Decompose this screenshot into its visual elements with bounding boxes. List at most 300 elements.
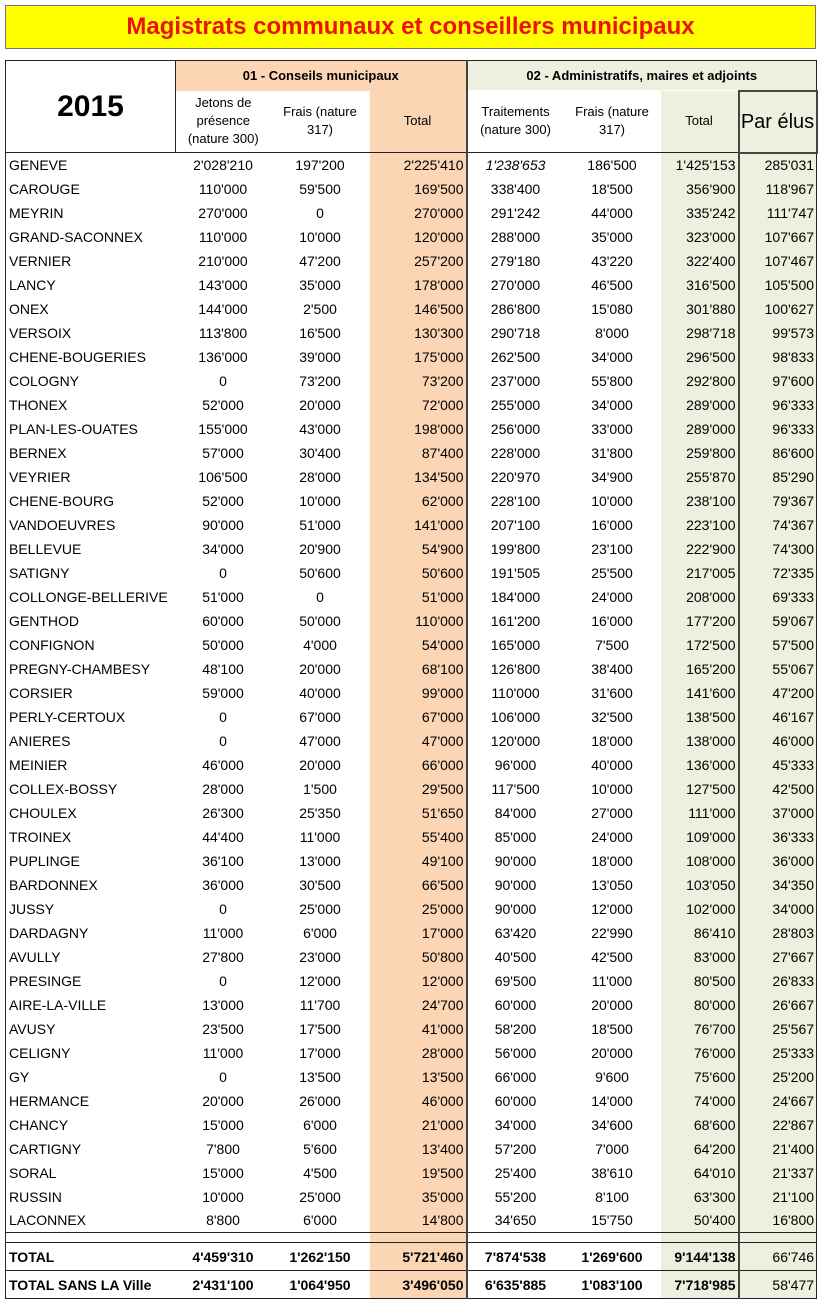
- cell-commune: HERMANCE: [6, 1089, 176, 1113]
- cell-jetons: 110'000: [198, 180, 248, 197]
- cell-frais-am: 18'000: [591, 852, 633, 869]
- cell-frais-cm: 26'000: [299, 1092, 341, 1109]
- cell-traitements: 66'000: [494, 1068, 537, 1085]
- cell-commune: CORSIER: [6, 681, 176, 705]
- cell-frais-am: 9'600: [595, 1068, 629, 1085]
- cell-jetons: 20'000: [202, 1092, 244, 1109]
- col-header-par-elus: Par élus: [739, 91, 817, 153]
- cell-jetons: 143'000: [198, 276, 248, 293]
- cell-total-cm: 24'700: [370, 993, 467, 1017]
- cell-frais-cm: 2'500: [303, 300, 337, 317]
- cell-total-am: 103'050: [661, 873, 739, 897]
- cell-frais-cm: 10'000: [299, 492, 341, 509]
- cell-total-cm: 72'000: [370, 393, 467, 417]
- cell-jetons: 26'300: [202, 804, 244, 821]
- cell-traitements: 161'200: [490, 612, 541, 629]
- cell-total-am: 296'500: [661, 345, 739, 369]
- cell-par-elus: 34'000: [739, 897, 817, 921]
- cell-jetons: 48'100: [202, 660, 244, 677]
- cell-par-elus: 57'500: [739, 633, 817, 657]
- cell-total-am: 76'000: [661, 1041, 739, 1065]
- cell-traitements: 40'500: [494, 948, 537, 965]
- cell-jetons: 36'000: [202, 876, 244, 893]
- cell-par-elus: 16'800: [739, 1209, 817, 1233]
- cell-total-am: 259'800: [661, 441, 739, 465]
- table-row: [6, 153, 817, 177]
- cell-total-am: 64'200: [661, 1137, 739, 1161]
- cell-frais-am: 42'500: [591, 948, 633, 965]
- cell-commune: LANCY: [6, 273, 176, 297]
- cell-commune: VERNIER: [6, 249, 176, 273]
- cell-commune: BERNEX: [6, 441, 176, 465]
- cell-commune: VERSOIX: [6, 321, 176, 345]
- cell-par-elus: 28'803: [739, 921, 817, 945]
- cell-total-cm: 120'000: [370, 225, 467, 249]
- cell-jetons: 60'000: [202, 612, 244, 629]
- cell-frais-cm: 47'000: [299, 732, 341, 749]
- cell-jetons: 0: [219, 708, 227, 725]
- cell-commune: ANIERES: [6, 729, 176, 753]
- cell-jetons: 144'000: [198, 300, 248, 317]
- cell-par-elus: 37'000: [739, 801, 817, 825]
- cell-commune: PLAN-LES-OUATES: [6, 417, 176, 441]
- cell-frais-am: 7'500: [595, 636, 629, 653]
- cell-traitements: 58'200: [494, 1020, 537, 1037]
- cell-frais-am: 18'500: [591, 180, 633, 197]
- table-row: [6, 489, 817, 513]
- cell-total-cm: 146'500: [370, 297, 467, 321]
- cell-commune: BELLEVUE: [6, 537, 176, 561]
- cell-frais-am: 18'000: [591, 732, 633, 749]
- cell-frais-cm: 28'000: [299, 468, 341, 485]
- cell-traitements: 199'800: [490, 540, 541, 557]
- cell-frais-cm: 25'000: [299, 900, 341, 917]
- cell-frais-am: 38'400: [591, 660, 633, 677]
- cell-traitements: 279'180: [490, 252, 541, 269]
- cell-frais-cm: 16'500: [299, 324, 341, 341]
- cell-frais-cm: 40'000: [299, 684, 341, 701]
- cell-commune: MEINIER: [6, 753, 176, 777]
- cell-jetons: 8'800: [176, 1209, 271, 1233]
- cell-jetons: 23'500: [202, 1020, 244, 1037]
- col-header-total-cm: Total: [370, 91, 467, 153]
- table-row: [6, 1089, 817, 1113]
- cell-commune: CARTIGNY: [6, 1137, 176, 1161]
- cell-jetons: 270'000: [198, 204, 248, 221]
- cell-total-am: 141'600: [661, 681, 739, 705]
- col-header-traitements: Traitements (nature 300): [467, 91, 564, 153]
- cell-traitements: 56'000: [494, 1044, 537, 1061]
- table-row: [6, 513, 817, 537]
- cell-par-elus: 45'333: [739, 753, 817, 777]
- cell-frais-cm: 47'200: [299, 252, 341, 269]
- cell-jetons: 2'028'210: [193, 156, 253, 173]
- table-row: [6, 585, 817, 609]
- cell-total-am: 75'600: [661, 1065, 739, 1089]
- cell-commune: GENTHOD: [6, 609, 176, 633]
- cell-frais-cm: 20'900: [299, 540, 341, 557]
- cell-total-cm: 134'500: [370, 465, 467, 489]
- cell-total-am: 356'900: [661, 177, 739, 201]
- spacer-cell: [6, 1233, 176, 1243]
- cell-commune: CELIGNY: [6, 1041, 176, 1065]
- cell-par-elus: 58'477: [739, 1271, 817, 1299]
- cell-total-cm: 13'400: [370, 1137, 467, 1161]
- group-header-admin: 02 - Administratifs, maires et adjoints: [467, 61, 817, 91]
- cell-total-cm: 41'000: [370, 1017, 467, 1041]
- cell-total-cm: 130'300: [370, 321, 467, 345]
- table-row: [6, 417, 817, 441]
- cell-commune: THONEX: [6, 393, 176, 417]
- table-row: [6, 849, 817, 873]
- cell-total-cm: 99'000: [370, 681, 467, 705]
- cell-traitements: 69'500: [494, 972, 537, 989]
- cell-total-cm: 49'100: [370, 849, 467, 873]
- cell-jetons: 15'000: [202, 1164, 244, 1181]
- table-row: [6, 633, 817, 657]
- cell-jetons: 51'000: [202, 588, 244, 605]
- table-row: [6, 609, 817, 633]
- table-row: [6, 945, 817, 969]
- cell-commune: CAROUGE: [6, 177, 176, 201]
- cell-par-elus: 21'100: [739, 1185, 817, 1209]
- cell-total-am: 172'500: [661, 633, 739, 657]
- cell-jetons: 0: [219, 1068, 227, 1085]
- cell-commune: PERLY-CERTOUX: [6, 705, 176, 729]
- cell-frais-am: 15'750: [564, 1209, 661, 1233]
- cell-total-cm: 67'000: [370, 705, 467, 729]
- table-row: [6, 705, 817, 729]
- cell-commune: TOTAL: [6, 1243, 176, 1271]
- table-row: [6, 249, 817, 273]
- spacer-row: [6, 1233, 817, 1243]
- cell-frais-cm: 12'000: [299, 972, 341, 989]
- cell-frais-cm: 30'500: [299, 876, 341, 893]
- cell-traitements: 34'000: [494, 1116, 537, 1133]
- cell-total-am: 108'000: [661, 849, 739, 873]
- cell-traitements: 256'000: [490, 420, 541, 437]
- cell-traitements: 84'000: [494, 804, 537, 821]
- cell-frais-am: 55'800: [591, 372, 633, 389]
- cell-commune: CHENE-BOUGERIES: [6, 345, 176, 369]
- cell-par-elus: 85'290: [739, 465, 817, 489]
- spacer-cell: [271, 1233, 370, 1243]
- cell-frais-am: 20'000: [591, 996, 633, 1013]
- cell-commune: AVUSY: [6, 1017, 176, 1041]
- cell-total-am: 335'242: [661, 201, 739, 225]
- cell-total-cm: 51'000: [370, 585, 467, 609]
- cell-par-elus: 25'567: [739, 1017, 817, 1041]
- cell-frais-cm: 11'000: [299, 828, 341, 845]
- cell-total-am: 301'880: [661, 297, 739, 321]
- cell-total-cm: 54'000: [370, 633, 467, 657]
- cell-frais-am: 34'600: [591, 1116, 633, 1133]
- cell-frais-am: 33'000: [591, 420, 633, 437]
- cell-total-am: 217'005: [661, 561, 739, 585]
- table-row: [6, 1185, 817, 1209]
- cell-traitements: 85'000: [494, 828, 537, 845]
- cell-frais-am: 12'000: [591, 900, 633, 917]
- cell-total-am: 238'100: [661, 489, 739, 513]
- cell-par-elus: 27'667: [739, 945, 817, 969]
- table-row: [6, 657, 817, 681]
- cell-total-cm: 13'500: [370, 1065, 467, 1089]
- cell-total-am: 68'600: [661, 1113, 739, 1137]
- cell-frais-cm: 0: [316, 588, 324, 605]
- cell-jetons: 15'000: [202, 1116, 244, 1133]
- cell-commune: RUSSIN: [6, 1185, 176, 1209]
- cell-frais-am: 20'000: [591, 1044, 633, 1061]
- cell-par-elus: 107'667: [739, 225, 817, 249]
- cell-total-am: 76'700: [661, 1017, 739, 1041]
- cell-total-cm: 5'721'460: [370, 1243, 467, 1271]
- cell-commune: AIRE-LA-VILLE: [6, 993, 176, 1017]
- cell-par-elus: 26'833: [739, 969, 817, 993]
- cell-total-am: 138'000: [661, 729, 739, 753]
- cell-frais-am: 22'990: [591, 924, 633, 941]
- cell-par-elus: 55'067: [739, 657, 817, 681]
- cell-commune: GRAND-SACONNEX: [6, 225, 176, 249]
- cell-par-elus: 100'627: [739, 297, 817, 321]
- cell-jetons: 7'800: [206, 1140, 240, 1157]
- cell-par-elus: 25'200: [739, 1065, 817, 1089]
- cell-frais-cm: 39'000: [299, 348, 341, 365]
- cell-commune: PREGNY-CHAMBESY: [6, 657, 176, 681]
- cell-par-elus: 99'573: [739, 321, 817, 345]
- cell-total-cm: 51'650: [370, 801, 467, 825]
- cell-total-am: 322'400: [661, 249, 739, 273]
- cell-total-cm: 68'100: [370, 657, 467, 681]
- table-row: [6, 1209, 817, 1233]
- table-row: [6, 177, 817, 201]
- cell-traitements: 63'420: [494, 924, 537, 941]
- cell-jetons: 0: [219, 900, 227, 917]
- cell-par-elus: 36'333: [739, 825, 817, 849]
- cell-total-cm: 25'000: [370, 897, 467, 921]
- cell-par-elus: 72'335: [739, 561, 817, 585]
- cell-frais-am: 44'000: [591, 204, 633, 221]
- cell-frais-am: 13'050: [591, 876, 633, 893]
- sheet-title: Magistrats communaux et conseillers municipaux: [5, 5, 816, 49]
- cell-par-elus: 21'337: [739, 1161, 817, 1185]
- cell-total-cm: 50'800: [370, 945, 467, 969]
- spacer-cell: [176, 1233, 271, 1243]
- cell-traitements: 165'000: [490, 636, 541, 653]
- cell-total-am: 289'000: [661, 417, 739, 441]
- cell-jetons: 52'000: [202, 492, 244, 509]
- cell-commune: ONEX: [6, 297, 176, 321]
- cell-total-cm: 54'900: [370, 537, 467, 561]
- cell-jetons: 36'100: [202, 852, 244, 869]
- cell-frais-am: 24'000: [591, 828, 633, 845]
- cell-frais-cm: 51'000: [299, 516, 341, 533]
- cell-par-elus: 105'500: [739, 273, 817, 297]
- cell-traitements: 96'000: [494, 756, 537, 773]
- cell-par-elus: 74'367: [739, 513, 817, 537]
- cell-par-elus: 111'747: [739, 201, 817, 225]
- cell-total-cm: 169'500: [370, 177, 467, 201]
- cell-jetons: 0: [219, 372, 227, 389]
- cell-frais-am: 38'610: [591, 1164, 633, 1181]
- cell-jetons: 11'000: [202, 924, 244, 941]
- col-header-frais-am: Frais (nature 317): [564, 91, 661, 153]
- cell-jetons: 50'000: [202, 636, 244, 653]
- cell-jetons: 90'000: [202, 516, 244, 533]
- cell-commune: VEYRIER: [6, 465, 176, 489]
- cell-commune: PRESINGE: [6, 969, 176, 993]
- cell-frais-am: 43'220: [591, 252, 633, 269]
- cell-frais-am: 24'000: [591, 588, 633, 605]
- cell-frais-cm: 73'200: [299, 372, 341, 389]
- table-row: [6, 345, 817, 369]
- cell-frais-am: 34'900: [591, 468, 633, 485]
- cell-traitements: 120'000: [490, 732, 541, 749]
- table-row: [6, 1113, 817, 1137]
- cell-total-cm: 270'000: [370, 201, 467, 225]
- cell-par-elus: 79'367: [739, 489, 817, 513]
- table-row: [6, 369, 817, 393]
- cell-total-am: 83'000: [661, 945, 739, 969]
- cell-par-elus: 24'667: [739, 1089, 817, 1113]
- cell-traitements: 57'200: [494, 1140, 537, 1157]
- cell-traitements: 106'000: [490, 708, 541, 725]
- table-row: [6, 1041, 817, 1065]
- cell-frais-am: 1'269'600: [564, 1243, 661, 1271]
- cell-total-cm: 47'000: [370, 729, 467, 753]
- cell-total-am: 63'300: [661, 1185, 739, 1209]
- table-row: [6, 921, 817, 945]
- cell-frais-am: 32'500: [591, 708, 633, 725]
- cell-frais-am: 40'000: [591, 756, 633, 773]
- table-row: [6, 1161, 817, 1185]
- cell-traitements: 6'635'885: [467, 1271, 564, 1299]
- total-row: [6, 1243, 817, 1271]
- cell-commune: TOTAL SANS LA Ville: [6, 1271, 176, 1299]
- cell-frais-cm: 43'000: [299, 420, 341, 437]
- cell-total-am: 80'500: [661, 969, 739, 993]
- cell-frais-am: 15'080: [591, 300, 633, 317]
- cell-total-cm: 28'000: [370, 1041, 467, 1065]
- cell-frais-am: 31'600: [591, 684, 633, 701]
- table-row: [6, 297, 817, 321]
- cell-par-elus: 22'867: [739, 1113, 817, 1137]
- table-row: [6, 873, 817, 897]
- cell-traitements: 237'000: [490, 372, 541, 389]
- cell-traitements: 90'000: [494, 852, 537, 869]
- cell-traitements: 7'874'538: [467, 1243, 564, 1271]
- cell-jetons: 0: [219, 564, 227, 581]
- cell-frais-cm: 1'064'950: [271, 1271, 370, 1299]
- cell-total-am: 208'000: [661, 585, 739, 609]
- cell-traitements: 290'718: [490, 324, 541, 341]
- cell-traitements: 207'100: [490, 516, 541, 533]
- cell-total-cm: 55'400: [370, 825, 467, 849]
- cell-frais-cm: 197'200: [295, 156, 345, 173]
- table-row: [6, 321, 817, 345]
- cell-total-am: 223'100: [661, 513, 739, 537]
- cell-par-elus: 98'833: [739, 345, 817, 369]
- cell-par-elus: 47'200: [739, 681, 817, 705]
- table-row: [6, 561, 817, 585]
- table-row: [6, 993, 817, 1017]
- cell-total-am: 138'500: [661, 705, 739, 729]
- cell-jetons: 52'000: [202, 396, 244, 413]
- cell-par-elus: 118'967: [739, 177, 817, 201]
- cell-par-elus: 42'500: [739, 777, 817, 801]
- col-header-total-am: Total: [661, 91, 739, 153]
- cell-total-am: 289'000: [661, 393, 739, 417]
- cell-total-am: 64'010: [661, 1161, 739, 1185]
- cell-total-am: 1'425'153: [661, 153, 739, 177]
- table-row: [6, 825, 817, 849]
- cell-frais-cm: 1'262'150: [271, 1243, 370, 1271]
- spacer-cell: [370, 1233, 467, 1243]
- cell-par-elus: 74'300: [739, 537, 817, 561]
- cell-total-cm: 12'000: [370, 969, 467, 993]
- cell-par-elus: 66'746: [739, 1243, 817, 1271]
- cell-total-cm: 3'496'050: [370, 1271, 467, 1299]
- cell-total-cm: 257'200: [370, 249, 467, 273]
- cell-total-cm: 198'000: [370, 417, 467, 441]
- cell-frais-cm: 1'500: [303, 780, 337, 797]
- cell-frais-cm: 20'000: [299, 396, 341, 413]
- cell-total-am: 177'200: [661, 609, 739, 633]
- cell-total-cm: 35'000: [370, 1185, 467, 1209]
- cell-traitements: 117'500: [491, 780, 540, 797]
- cell-frais-am: 34'000: [591, 348, 633, 365]
- cell-commune: CHOULEX: [6, 801, 176, 825]
- cell-frais-am: 27'000: [591, 804, 633, 821]
- cell-frais-am: 8'100: [595, 1188, 629, 1205]
- col-header-frais-cm: Frais (nature 317): [271, 91, 370, 153]
- table-row: [6, 441, 817, 465]
- cell-frais-cm: 6'000: [271, 1209, 370, 1233]
- cell-par-elus: 96'333: [739, 393, 817, 417]
- cell-total-am: 136'000: [661, 753, 739, 777]
- cell-frais-cm: 30'400: [299, 444, 341, 461]
- cell-frais-cm: 23'000: [299, 948, 341, 965]
- cell-traitements: 270'000: [490, 276, 541, 293]
- cell-commune: BARDONNEX: [6, 873, 176, 897]
- cell-total-cm: 66'500: [370, 873, 467, 897]
- cell-traitements: 90'000: [494, 876, 537, 893]
- cell-frais-cm: 4'500: [303, 1164, 337, 1181]
- cell-traitements: 286'800: [490, 300, 541, 317]
- cell-traitements: 288'000: [490, 228, 541, 245]
- cell-total-cm: 87'400: [370, 441, 467, 465]
- cell-total-am: 50'400: [661, 1209, 739, 1233]
- table-row: [6, 1065, 817, 1089]
- cell-frais-cm: 0: [316, 204, 324, 221]
- cell-frais-am: 10'000: [591, 780, 633, 797]
- cell-total-am: 111'000: [661, 801, 739, 825]
- table-row: [6, 729, 817, 753]
- cell-total-cm: 14'800: [370, 1209, 467, 1233]
- cell-total-cm: 21'000: [370, 1113, 467, 1137]
- cell-jetons: 57'000: [202, 444, 244, 461]
- cell-commune: PUPLINGE: [6, 849, 176, 873]
- cell-total-am: 222'900: [661, 537, 739, 561]
- cell-commune: SORAL: [6, 1161, 176, 1185]
- cell-commune: TROINEX: [6, 825, 176, 849]
- cell-frais-cm: 59'500: [299, 180, 341, 197]
- cell-total-am: 255'870: [661, 465, 739, 489]
- cell-commune: CHANCY: [6, 1113, 176, 1137]
- cell-commune: GENEVE: [6, 153, 176, 177]
- cell-total-am: 316'500: [661, 273, 739, 297]
- cell-total-am: 165'200: [661, 657, 739, 681]
- cell-frais-cm: 13'000: [299, 852, 341, 869]
